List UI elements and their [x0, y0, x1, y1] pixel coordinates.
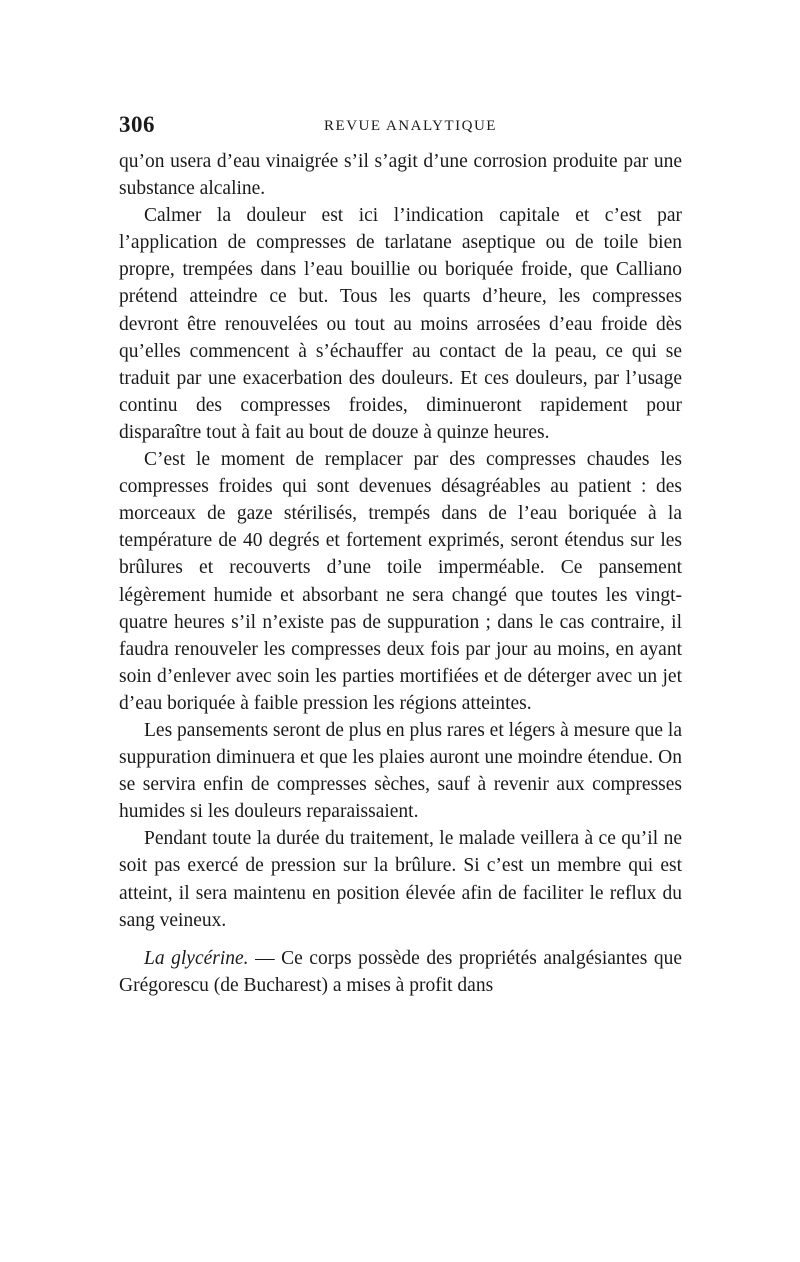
- body-text: [119, 148, 682, 999]
- paragraph-1: qu’on usera d’eau vinaigrée s’il s’agit d’une corrosion produite par une substance alcaline.: [119, 151, 682, 200]
- paragraph-6-text: — Ce corps possède des propriétés analgésiantes que Grégorescu (de Bucharest) a mises à profit dans: [119, 947, 682, 996]
- running-title: REVUE ANALYTIQUE: [324, 118, 497, 134]
- page-number: 306: [119, 112, 155, 137]
- paragraph-5: Pendant toute la durée du traitement, le malade veillera à ce qu’il ne soit pas exercé de pression sur la brûlure. Si c’est un membre qui est atteint, il sera maintenu en position élevée afin de faciliter le reflux du sang veineux.: [119, 828, 682, 931]
- book-page: [119, 112, 682, 999]
- running-head: [119, 112, 682, 148]
- paragraph-2: Calmer la douleur est ici l’indication capitale et c’est par l’application de compresses de tarlatane aseptique ou de toile bien propre, trempées dans l’eau bouillie ou boriquée froide, que Calliano prétend atteindre ce but. Tous les quarts d’heure, les compresses devront être renouvelées ou tout au moins arrosées d’eau froide dès qu’elles commencent à s’échauffer au contact de la peau, ce qui se traduit par une exacerbation des douleurs. Et ces douleurs, par l’usage continu des compresses froides, diminueront rapidement pour disparaître tout à fait au bout de douze à quinze heures.: [119, 205, 682, 443]
- section-heading-glycerine: La glycérine.: [144, 947, 249, 969]
- paragraph-3: C’est le moment de remplacer par des compresses chaudes les compresses froides qui sont devenues désagréables au patient : des morceaux de gaze stérilisés, trempés dans de l’eau boriquée à la température de 40 degrés et fortement exprimés, seront étendus sur les brûlures et recouverts d’une toile imperméable. Ce pansement légèrement humide et absorbant ne sera changé que toutes les vingt-quatre heures s’il n’existe pas de suppuration ; dans le cas contraire, il faudra renouveler les compresses deux fois par jour au moins, en ayant soin d’enlever avec soin les parties mortifiées et de déterger avec un jet d’eau boriquée à faible pression les régions atteintes.: [119, 449, 682, 714]
- paragraph-6: [119, 945, 682, 999]
- paragraph-4: Les pansements seront de plus en plus rares et légers à mesure que la suppuration diminuera et que les plaies auront une moindre étendue. On se servira enfin de compresses sèches, sauf à revenir aux compresses humides si les douleurs reparaissaient.: [119, 719, 682, 823]
